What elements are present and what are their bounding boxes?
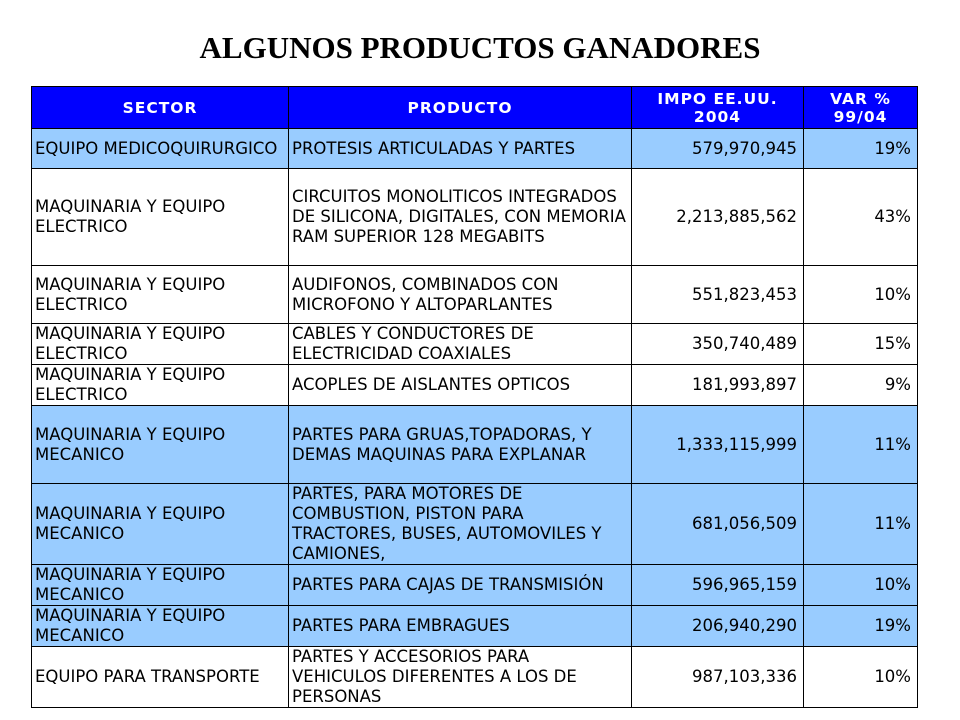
header-producto: PRODUCTO [289,87,632,129]
var-cell: 10% [804,266,918,324]
table-row [32,324,918,365]
impo-cell: 681,056,509 [632,484,804,565]
var-cell: 19% [804,129,918,169]
impo-cell: 2,213,885,562 [632,169,804,266]
var-cell: 10% [804,565,918,606]
var-cell: 9% [804,365,918,406]
var-cell: 11% [804,406,918,484]
sector-cell: MAQUINARIA Y EQUIPO MECANICO [32,565,289,606]
sector-cell: EQUIPO PARA TRANSPORTE [32,647,289,708]
product-cell: PARTES, PARA MOTORES DE COMBUSTION, PISTON PARA TRACTORES, BUSES, AUTOMOVILES Y CAMIONES, [289,484,632,565]
product-cell: CABLES Y CONDUCTORES DE ELECTRICIDAD COAXIALES [289,324,632,365]
header-var: VAR % 99/04 [804,87,918,129]
sector-cell: EQUIPO MEDICOQUIRURGICO [32,129,289,169]
impo-cell: 206,940,290 [632,606,804,647]
table-row [32,129,918,169]
table-row [32,169,918,266]
impo-cell: 551,823,453 [632,266,804,324]
sector-cell: MAQUINARIA Y EQUIPO ELECTRICO [32,324,289,365]
product-cell: AUDIFONOS, COMBINADOS CON MICROFONO Y ALTOPARLANTES [289,266,632,324]
header-sector: SECTOR [32,87,289,129]
sector-cell: MAQUINARIA Y EQUIPO ELECTRICO [32,266,289,324]
sector-cell: MAQUINARIA Y EQUIPO ELECTRICO [32,169,289,266]
table-row [32,606,918,647]
sector-cell: MAQUINARIA Y EQUIPO MECANICO [32,606,289,647]
var-cell: 19% [804,606,918,647]
products-table [31,86,918,708]
table-row [32,565,918,606]
impo-cell: 350,740,489 [632,324,804,365]
table-row [32,406,918,484]
product-cell: PARTES Y ACCESORIOS PARA VEHICULOS DIFERENTES A LOS DE PERSONAS [289,647,632,708]
page-title: ALGUNOS PRODUCTOS GANADORES [199,30,761,65]
impo-cell: 579,970,945 [632,129,804,169]
product-cell: ACOPLES DE AISLANTES OPTICOS [289,365,632,406]
impo-cell: 181,993,897 [632,365,804,406]
table-row [32,484,918,565]
impo-cell: 596,965,159 [632,565,804,606]
table-row [32,365,918,406]
product-cell: PROTESIS ARTICULADAS Y PARTES [289,129,632,169]
product-cell: PARTES PARA EMBRAGUES [289,606,632,647]
var-cell: 10% [804,647,918,708]
table-row [32,266,918,324]
sector-cell: MAQUINARIA Y EQUIPO ELECTRICO [32,365,289,406]
table-row [32,647,918,708]
sector-cell: MAQUINARIA Y EQUIPO MECANICO [32,406,289,484]
var-cell: 11% [804,484,918,565]
header-impo: IMPO EE.UU. 2004 [632,87,804,129]
impo-cell: 987,103,336 [632,647,804,708]
var-cell: 43% [804,169,918,266]
product-cell: PARTES PARA GRUAS,TOPADORAS, Y DEMAS MAQUINAS PARA EXPLANAR [289,406,632,484]
impo-cell: 1,333,115,999 [632,406,804,484]
sector-cell: MAQUINARIA Y EQUIPO MECANICO [32,484,289,565]
product-cell: PARTES PARA CAJAS DE TRANSMISIÓN [289,565,632,606]
var-cell: 15% [804,324,918,365]
product-cell: CIRCUITOS MONOLITICOS INTEGRADOS DE SILICONA, DIGITALES, CON MEMORIA RAM SUPERIOR 128 MEGABITS [289,169,632,266]
header-row [32,87,918,129]
